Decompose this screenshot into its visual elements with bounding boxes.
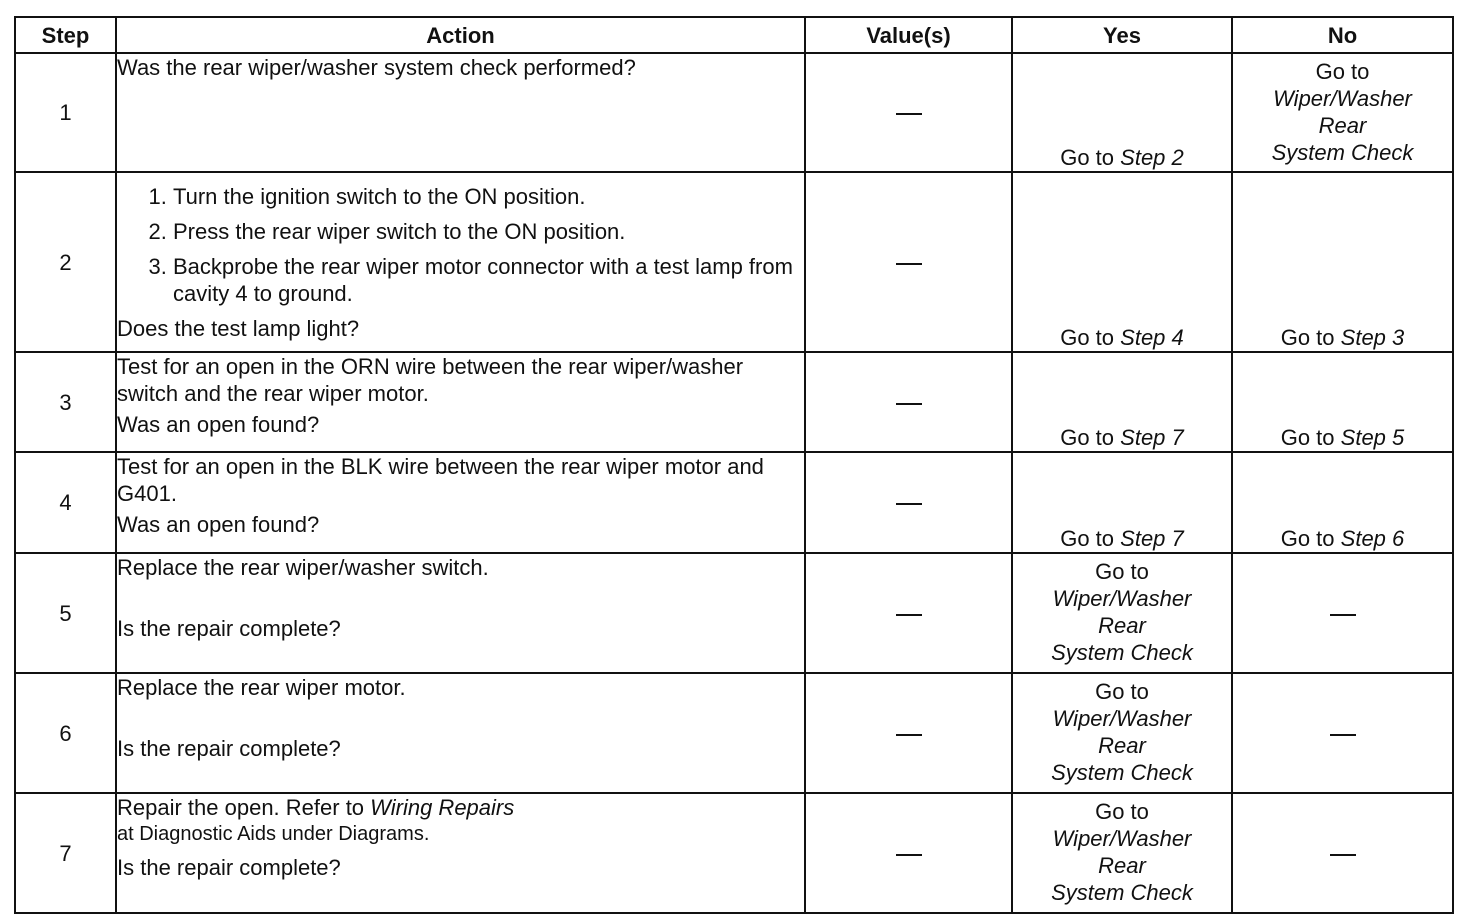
no-cell	[1232, 172, 1453, 352]
diagnostic-table	[14, 16, 1454, 914]
action-cell	[116, 53, 805, 172]
step-number: 2	[15, 172, 116, 352]
yes-cell	[1012, 452, 1232, 553]
value-cell	[805, 352, 1012, 452]
action-text: Test for an open in the BLK wire between the rear wiper motor and G401.	[117, 454, 764, 506]
action-question: Is the repair complete?	[117, 855, 341, 880]
table-row	[15, 452, 1453, 553]
no-step-link[interactable]: Step 6	[1340, 526, 1405, 551]
action-question: Was the rear wiper/washer system check performed?	[117, 55, 636, 80]
no-cell	[1232, 352, 1453, 452]
header-yes: Yes	[1012, 17, 1232, 53]
yes-ref-line[interactable]: System Check	[1051, 760, 1193, 785]
step-number: 5	[15, 553, 116, 673]
action-question: Was an open found?	[117, 412, 320, 437]
no-cell	[1232, 452, 1453, 553]
procedure-list	[117, 183, 804, 307]
wiring-repairs-link[interactable]: Wiring Repairs	[370, 795, 515, 820]
no-prefix: Go to	[1280, 425, 1335, 450]
yes-prefix: Go to	[1060, 145, 1115, 170]
action-question: Is the repair complete?	[117, 616, 341, 641]
yes-goto-label: Go to	[1095, 799, 1149, 824]
yes-ref-line[interactable]: Wiper/Washer	[1052, 586, 1192, 611]
no-goto-label: Go to	[1315, 59, 1370, 84]
no-prefix: Go to	[1280, 526, 1335, 551]
no-step-link[interactable]: Step 5	[1340, 425, 1405, 450]
no-dash	[1330, 734, 1356, 736]
value-dash	[896, 614, 922, 616]
value-cell	[805, 172, 1012, 352]
table-row	[15, 793, 1453, 913]
value-dash	[896, 734, 922, 736]
header-values: Value(s)	[805, 17, 1012, 53]
action-cell	[116, 452, 805, 553]
yes-cell	[1012, 352, 1232, 452]
no-cell	[1232, 793, 1453, 913]
action-cell	[116, 673, 805, 793]
action-text-line2: at Diagnostic Aids under Diagrams.	[117, 823, 430, 845]
no-prefix: Go to	[1280, 325, 1335, 350]
no-cell	[1232, 553, 1453, 673]
yes-step-link[interactable]: Step 2	[1120, 145, 1184, 170]
step-number: 3	[15, 352, 116, 452]
action-cell	[116, 793, 805, 913]
action-cell	[116, 352, 805, 452]
header-no: No	[1232, 17, 1453, 53]
yes-ref-line[interactable]: Rear	[1098, 733, 1146, 758]
value-dash	[896, 403, 922, 405]
value-cell	[805, 53, 1012, 172]
step-number: 6	[15, 673, 116, 793]
action-text	[117, 794, 804, 821]
action-cell	[116, 172, 805, 352]
no-dash	[1330, 614, 1356, 616]
no-cell	[1232, 53, 1453, 172]
yes-ref-line[interactable]: Rear	[1098, 853, 1146, 878]
no-ref-line[interactable]: Wiper/Washer	[1273, 86, 1412, 111]
action-text: Replace the rear wiper motor.	[117, 675, 406, 700]
procedure-item: 3. Backprobe the rear wiper motor connector with a test lamp from cavity 4 to ground.	[173, 253, 804, 307]
action-text: Replace the rear wiper/washer switch.	[117, 555, 489, 580]
yes-cell	[1012, 172, 1232, 352]
procedure-item: 2. Press the rear wiper switch to the ON position.	[173, 218, 804, 245]
no-ref-line[interactable]: System Check	[1271, 140, 1414, 165]
value-dash	[896, 503, 922, 505]
yes-ref-line[interactable]: Rear	[1098, 613, 1146, 638]
yes-goto-label: Go to	[1095, 679, 1149, 704]
table-row	[15, 673, 1453, 793]
value-cell	[805, 452, 1012, 553]
header-action: Action	[116, 17, 805, 53]
table-row	[15, 172, 1453, 352]
table-row	[15, 53, 1453, 172]
yes-prefix: Go to	[1060, 325, 1115, 350]
step-number: 4	[15, 452, 116, 553]
yes-step-link[interactable]: Step 4	[1120, 325, 1184, 350]
action-prefix: Repair the open. Refer to	[117, 795, 365, 820]
table-row	[15, 553, 1453, 673]
yes-ref-line[interactable]: System Check	[1051, 640, 1193, 665]
action-question: Was an open found?	[117, 512, 320, 537]
table-row	[15, 352, 1453, 452]
yes-step-link[interactable]: Step 7	[1120, 425, 1184, 450]
no-ref-line[interactable]: Rear	[1318, 113, 1367, 138]
value-dash	[896, 263, 922, 265]
value-dash	[896, 113, 922, 115]
step-number: 1	[15, 53, 116, 172]
action-question: Is the repair complete?	[117, 736, 341, 761]
procedure-item: 1. Turn the ignition switch to the ON position.	[173, 183, 804, 210]
yes-ref-line[interactable]: Wiper/Washer	[1052, 826, 1192, 851]
step-number: 7	[15, 793, 116, 913]
value-cell	[805, 553, 1012, 673]
no-cell	[1232, 673, 1453, 793]
yes-prefix: Go to	[1060, 425, 1115, 450]
no-dash	[1330, 854, 1356, 856]
action-text: Test for an open in the ORN wire between the rear wiper/washer switch and the rear wiper motor.	[117, 354, 744, 406]
yes-cell	[1012, 793, 1232, 913]
value-dash	[896, 854, 922, 856]
yes-cell	[1012, 53, 1232, 172]
action-question: Does the test lamp light?	[117, 316, 360, 341]
yes-goto-label: Go to	[1095, 559, 1149, 584]
yes-prefix: Go to	[1060, 526, 1115, 551]
action-cell	[116, 553, 805, 673]
header-row	[15, 17, 1453, 53]
yes-cell	[1012, 673, 1232, 793]
yes-ref-line[interactable]: Wiper/Washer	[1052, 706, 1192, 731]
no-step-link[interactable]: Step 3	[1340, 325, 1405, 350]
header-step: Step	[15, 17, 116, 53]
yes-ref-line[interactable]: System Check	[1051, 880, 1193, 905]
yes-step-link[interactable]: Step 7	[1120, 526, 1184, 551]
value-cell	[805, 793, 1012, 913]
value-cell	[805, 673, 1012, 793]
yes-cell	[1012, 553, 1232, 673]
